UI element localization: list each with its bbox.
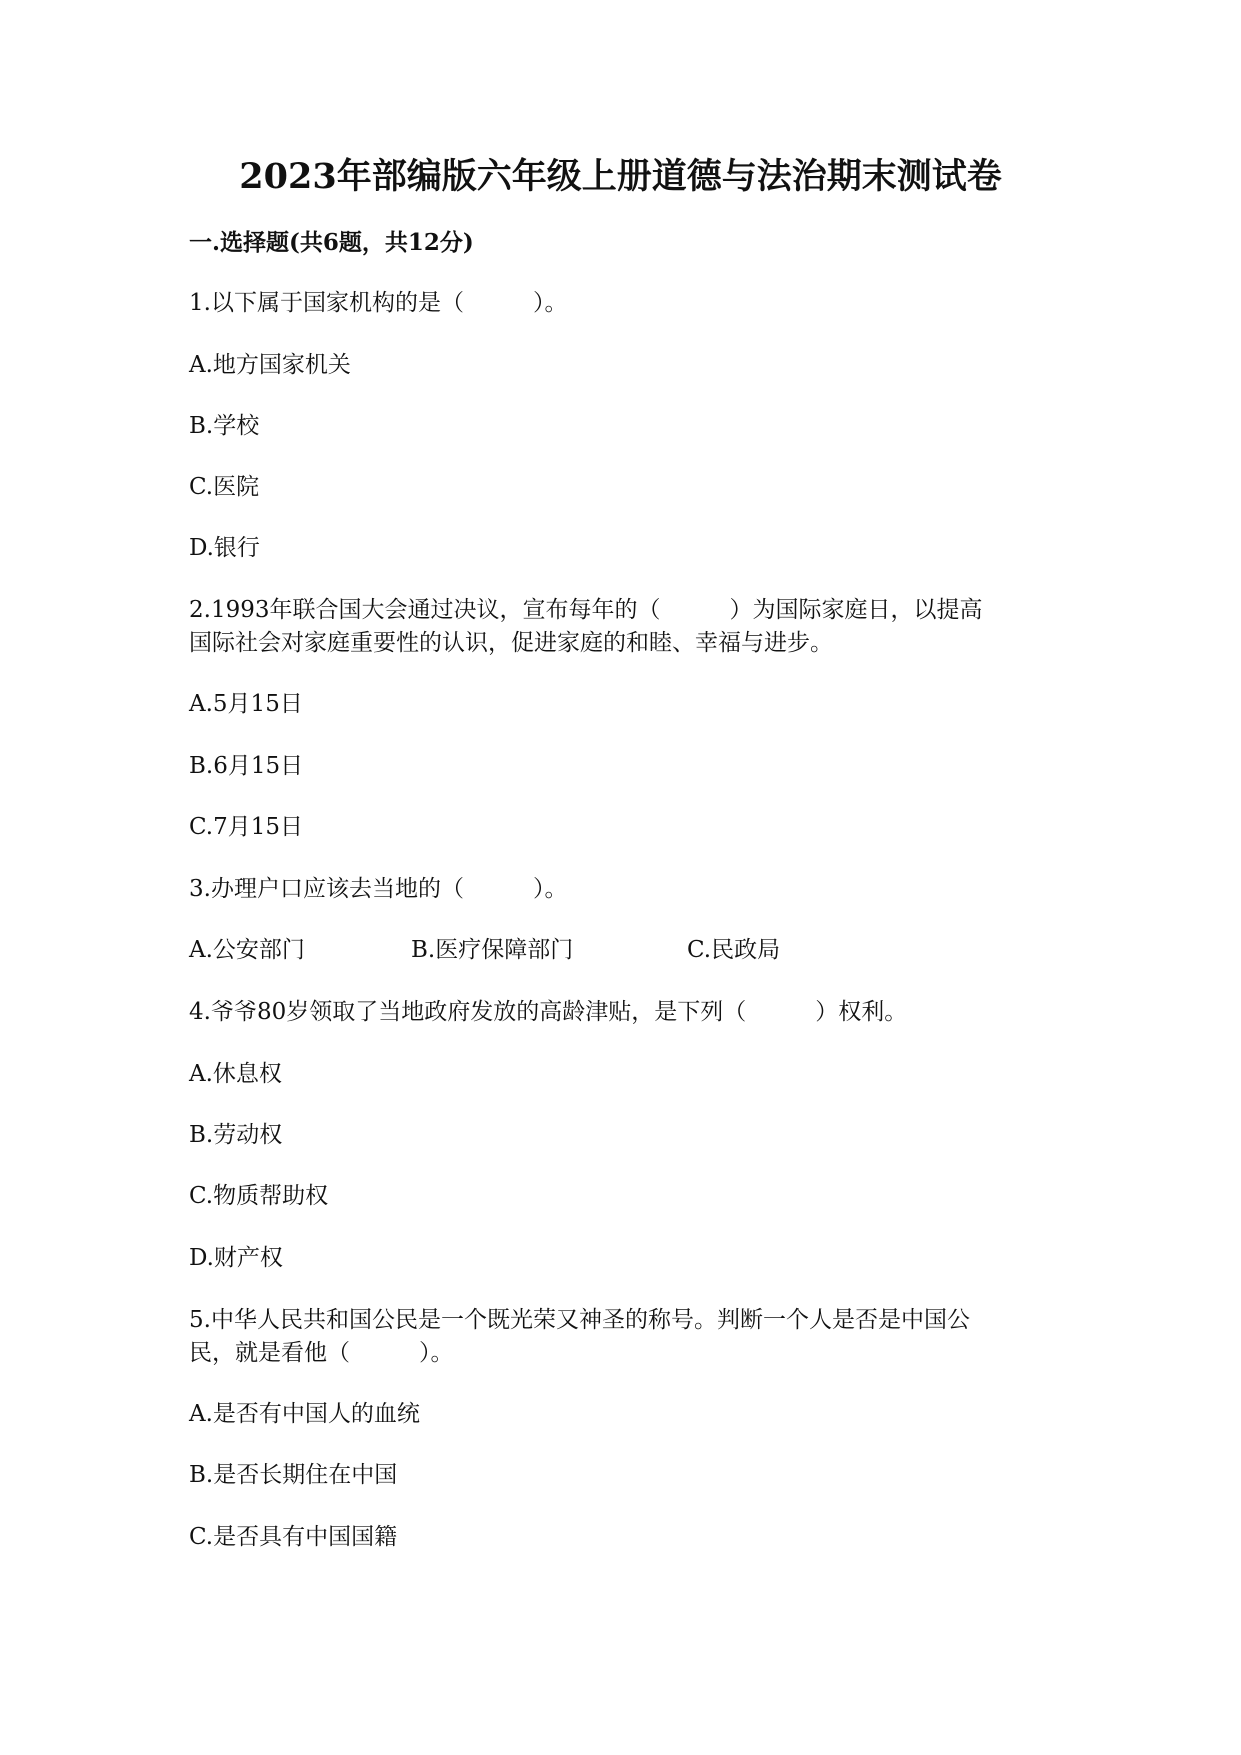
question-2-option-a: A.5月15日 bbox=[189, 691, 303, 717]
question-3-option-b: B.医疗保障部门 bbox=[411, 937, 574, 963]
question-2-stem-line-2: 国际社会对家庭重要性的认识，促进家庭的和睦、幸福与进步。 bbox=[189, 630, 833, 656]
question-5-option-a: A.是否有中国人的血统 bbox=[189, 1401, 420, 1427]
question-3-option-c: C.民政局 bbox=[687, 937, 781, 963]
page-title: 2023年部编版六年级上册道德与法治期末测试卷 bbox=[239, 156, 1002, 197]
question-1-option-b: B.学校 bbox=[189, 413, 260, 439]
question-4-option-b: B.劳动权 bbox=[189, 1122, 283, 1148]
question-2-stem-line-1: 2.1993年联合国大会通过决议，宣布每年的（ ）为国际家庭日，以提高 bbox=[189, 597, 983, 623]
question-5-option-b: B.是否长期住在中国 bbox=[189, 1462, 398, 1488]
question-1-option-a: A.地方国家机关 bbox=[189, 352, 351, 378]
question-5-stem-line-2: 民，就是看他（ ）。 bbox=[189, 1340, 454, 1366]
question-4-stem: 4.爷爷80岁领取了当地政府发放的高龄津贴，是下列（ ）权利。 bbox=[189, 999, 908, 1025]
question-4-option-c: C.物质帮助权 bbox=[189, 1183, 329, 1209]
question-4-option-d: D.财产权 bbox=[189, 1245, 283, 1271]
question-1-option-c: C.医院 bbox=[189, 474, 260, 500]
question-2-option-c: C.7月15日 bbox=[189, 814, 303, 840]
question-5-stem-line-1: 5.中华人民共和国公民是一个既光荣又神圣的称号。判断一个人是否是中国公 bbox=[189, 1307, 970, 1333]
question-5-option-c: C.是否具有中国国籍 bbox=[189, 1524, 398, 1550]
section-heading: 一.选择题(共6题，共12分) bbox=[189, 229, 474, 256]
question-3-stem: 3.办理户口应该去当地的（ ）。 bbox=[189, 876, 568, 902]
question-2-option-b: B.6月15日 bbox=[189, 753, 304, 779]
question-4-option-a: A.休息权 bbox=[189, 1061, 282, 1087]
question-1-stem: 1.以下属于国家机构的是（ ）。 bbox=[189, 290, 568, 316]
question-1-option-d: D.银行 bbox=[189, 535, 260, 561]
question-3-option-a: A.公安部门 bbox=[189, 937, 305, 963]
